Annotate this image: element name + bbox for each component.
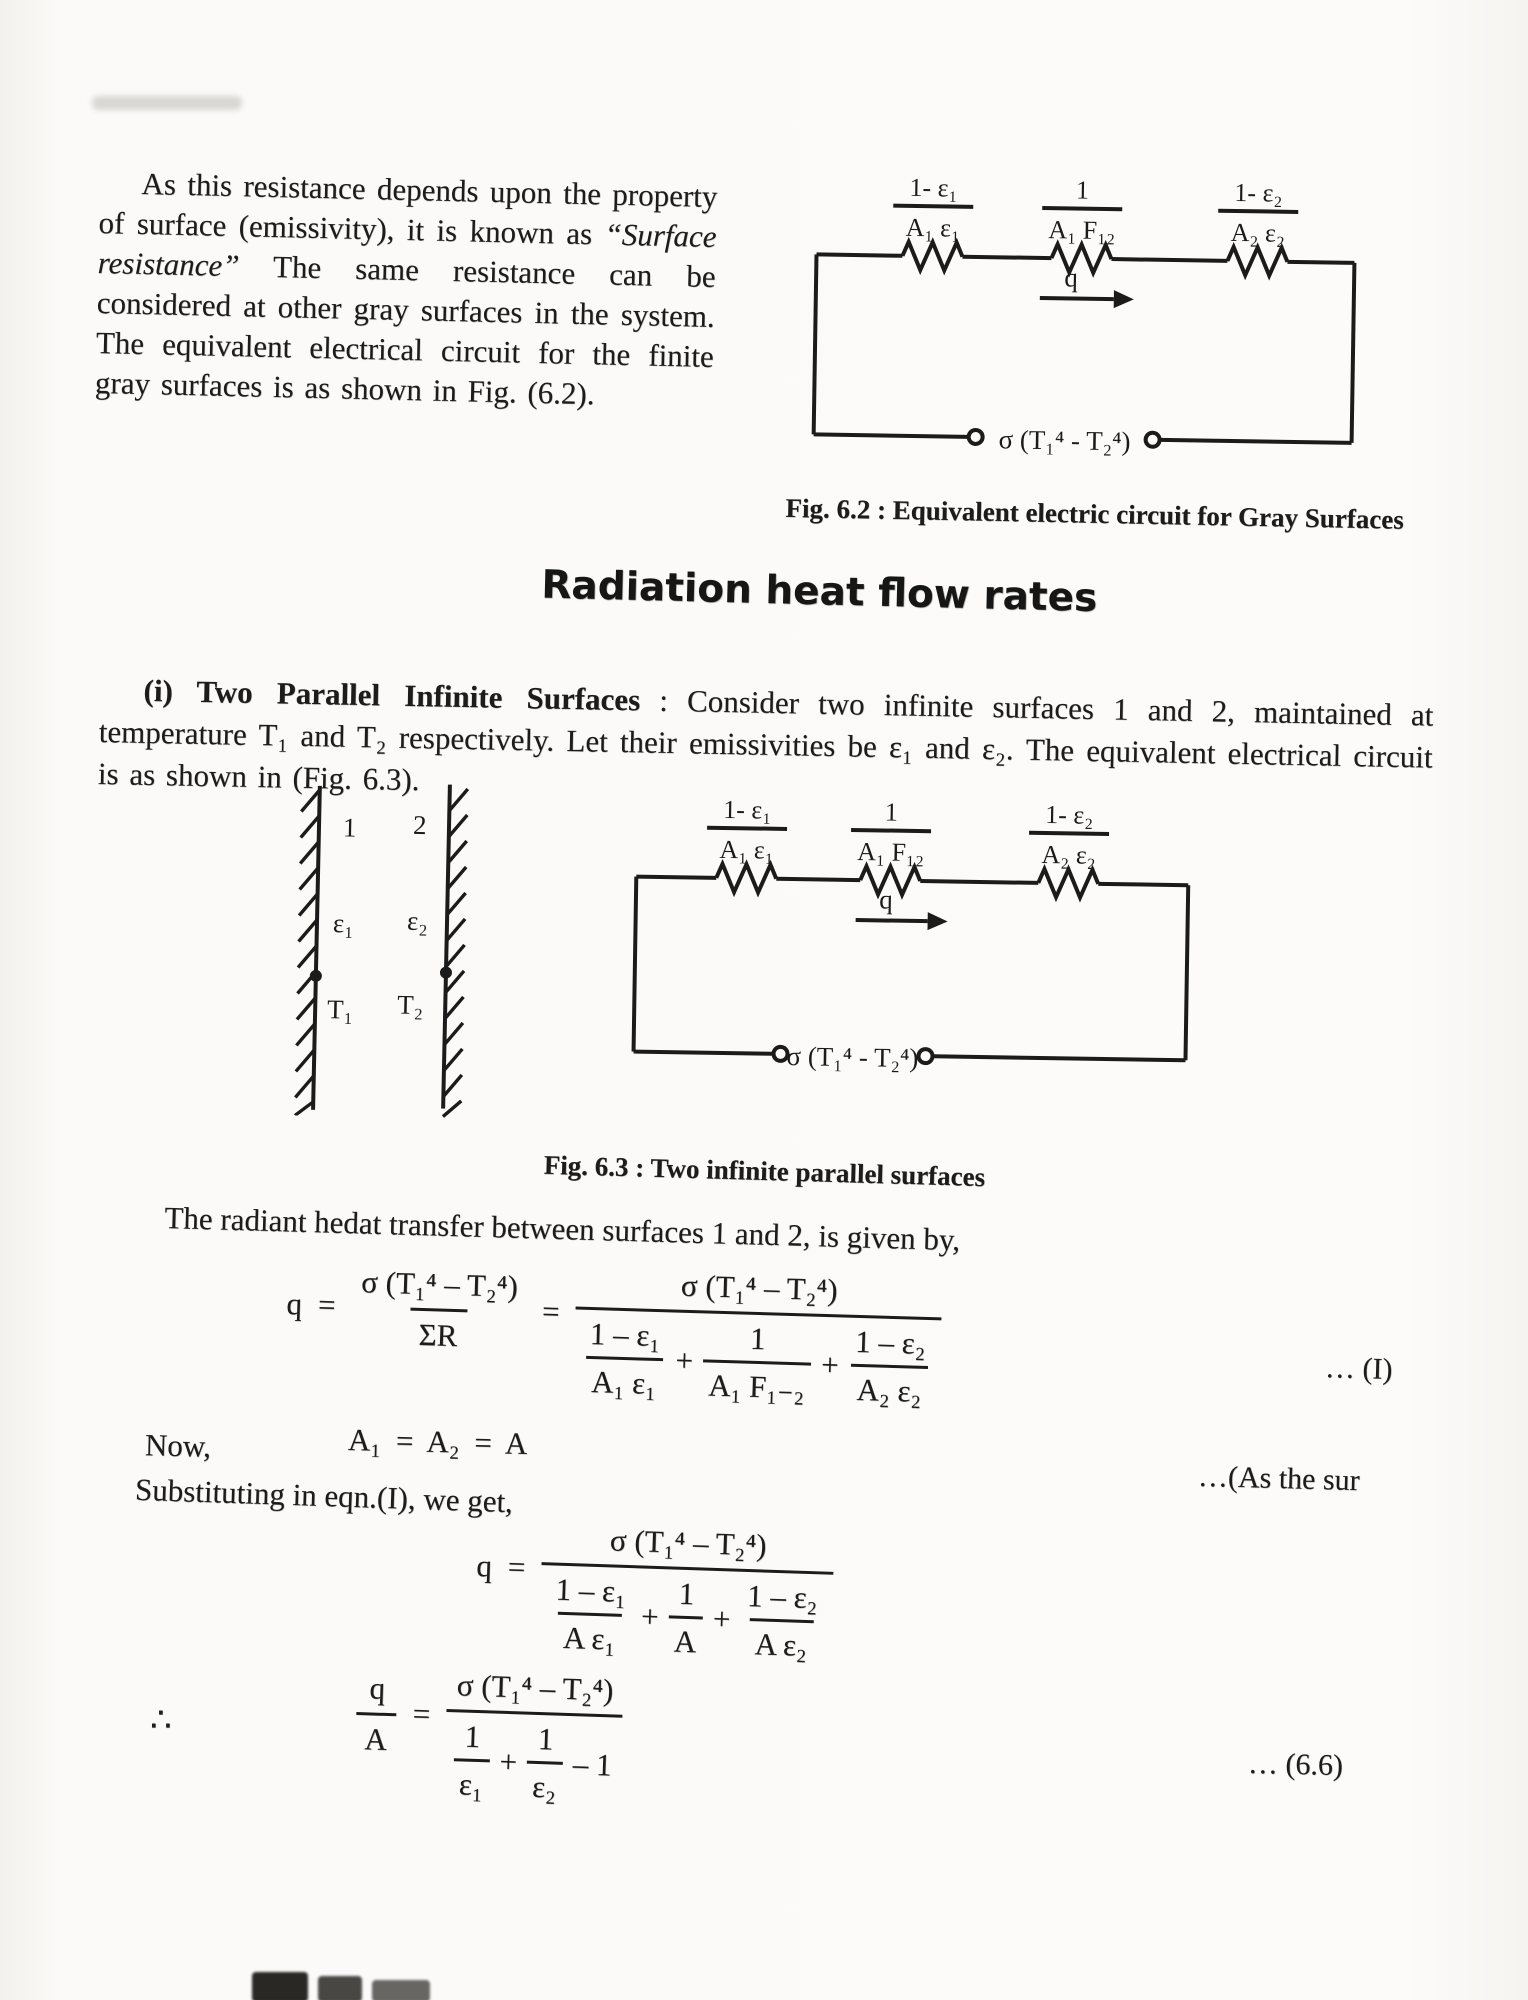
equation-1: [284, 1256, 943, 1410]
eq1-d3-den: A₂ ε₂: [850, 1364, 928, 1410]
wall2-node-dot: [440, 966, 452, 978]
eq1-den-frac2: [702, 1319, 813, 1406]
intro-paragraph: [95, 163, 718, 417]
equation-1-tag: … (I): [1324, 1351, 1393, 1386]
resistor1-label-den: A₁ ε₁: [719, 834, 775, 865]
resistor2-fraction-bar: [851, 830, 931, 831]
section-heading: Radiation heat flow rates: [540, 562, 1098, 622]
paragraph-lead-bold: (i) Two Parallel Infinite Surfaces: [143, 672, 641, 718]
eq1-lhs: q: [286, 1285, 303, 1322]
eq2-lhs: q: [475, 1547, 493, 1584]
eq1-plus-2: +: [820, 1346, 840, 1383]
resistor1-zigzag-icon: [716, 864, 776, 893]
eq3-lhs-q-over-A: [355, 1670, 398, 1758]
wall2-line: [443, 785, 450, 1109]
resistor3-label-num: 1- ε₂: [1234, 177, 1283, 208]
eq3-main-fraction: [443, 1667, 623, 1808]
eq3-lhs-den: A: [355, 1712, 397, 1758]
eq2-den-frac1: [547, 1571, 632, 1658]
therefore-symbol: ∴: [150, 1702, 172, 1739]
resistor3-label-den: A₂ ε₂: [1230, 217, 1286, 248]
eq3-d2-num: 1: [537, 1720, 555, 1757]
flow-label: q: [1064, 262, 1079, 293]
eq2-equals: =: [507, 1549, 526, 1585]
resistor1-label-num: 1- ε₁: [723, 794, 772, 825]
intro-text-2: The same resistance can be considered at other gray surfaces in the system. The equivalent electrical circuit for the finite gray surfaces is as shown in Fig. (6.2).: [94, 248, 716, 412]
eq3-numerator: σ (T₁⁴ – T₂⁴): [456, 1667, 614, 1708]
wall1-emissivity-label: ε₁: [332, 908, 355, 939]
walls-svg: [223, 778, 530, 1120]
figure-6-3-caption: Fig. 6.3 : Two infinite parallel surfaces: [543, 1149, 986, 1193]
heat-flow-arrow: [856, 920, 928, 921]
eq1-equals-2: =: [541, 1293, 561, 1330]
wall2-temperature-label: T₂: [396, 989, 424, 1021]
figure-6-2: [785, 158, 1370, 479]
eq1-d1-den: A₁ ε₁: [585, 1356, 663, 1402]
eq2-d2-den: A: [667, 1616, 703, 1661]
resistor2-label-den: A₁ F₁₂: [857, 837, 925, 868]
resistor3-zigzag-icon: [1227, 247, 1287, 276]
now-label: Now,: [144, 1427, 212, 1464]
eq1-f1-denominator: ΣR: [409, 1307, 467, 1353]
resistor3-label-den: A₂ ε₂: [1041, 839, 1097, 870]
wall1-temperature-label: T₁: [326, 994, 354, 1025]
side-wires: [814, 254, 1355, 442]
resistor1-zigzag-icon: [902, 242, 962, 271]
eq1-fraction-sigma-over-sumR: [350, 1264, 527, 1355]
eq2-d3-den: A ε₂: [748, 1618, 814, 1664]
resistor3-fraction-bar: [1218, 211, 1298, 212]
eq2-plus-2: +: [712, 1600, 732, 1637]
resistor2-label-num: 1: [1075, 175, 1090, 205]
terminal-right-icon: [1146, 433, 1160, 447]
eq2-plus-1: +: [640, 1598, 660, 1634]
scan-blot-bottom-3: [372, 1980, 430, 2000]
emf-label: σ (T₁⁴ - T₂⁴): [786, 1040, 919, 1074]
circuit-6-3-svg: [595, 768, 1220, 1090]
scan-blot-bottom-2: [318, 1976, 362, 2000]
wall1-number-label: 1: [342, 812, 357, 843]
side-wires: [634, 877, 1189, 1061]
side-note-cutoff: …(As the sur: [1197, 1459, 1361, 1498]
intro-text-italic: “Surface resistance”: [97, 216, 717, 284]
eq1-main-fraction: [573, 1265, 943, 1411]
eq3-plus: +: [498, 1743, 518, 1780]
heat-flow-arrowhead-icon: [1114, 290, 1134, 308]
eq1-den-frac1: [582, 1315, 667, 1402]
figure-6-2-caption: Fig. 6.2 : Equivalent electric circuit for Gray Surfaces: [785, 492, 1405, 535]
eq1-main-numerator: σ (T₁⁴ – T₂⁴): [680, 1267, 839, 1308]
heat-flow-arrowhead-icon: [927, 912, 947, 930]
eq3-den-frac1: [452, 1718, 491, 1803]
eq3-d1-den: ε₁: [452, 1759, 489, 1804]
resistor1-fraction-bar: [707, 828, 787, 829]
eq3-d1-num: 1: [464, 1718, 481, 1754]
eq2-denominator: [538, 1562, 833, 1665]
flow-label: q: [878, 884, 893, 915]
wall2-number-label: 2: [412, 809, 427, 841]
scan-blot-bottom-1: [252, 1972, 308, 2000]
emf-label: σ (T₁⁴ - T₂⁴): [998, 424, 1131, 457]
eq3-equals: =: [412, 1695, 431, 1732]
resistor3-label-num: 1- ε₂: [1045, 800, 1094, 830]
eq1-main-denominator: [573, 1306, 941, 1410]
terminal-left-icon: [969, 430, 983, 444]
eq2-den-frac3: [739, 1577, 824, 1664]
resistor2-fraction-bar: [1042, 208, 1122, 209]
scan-smudge-top: [92, 96, 242, 110]
lead-in-sentence: The radiant hedat transfer between surfaces 1 and 2, is given by,: [164, 1200, 961, 1258]
resistor1-label-den: A₁ ε₁: [905, 212, 961, 243]
eq2-d2-num: 1: [678, 1575, 695, 1611]
resistor3-fraction-bar: [1029, 833, 1109, 834]
eq3-minus-one: – 1: [572, 1746, 613, 1783]
resistor2-zigzag-icon: [1051, 244, 1111, 273]
eq1-den-frac3: [847, 1323, 932, 1410]
heat-flow-arrow: [1040, 298, 1114, 299]
equation-2: [474, 1518, 835, 1665]
figure-6-3-walls: [223, 778, 530, 1120]
eq1-d2-num: 1: [749, 1320, 767, 1356]
eq3-d2-den: ε₂: [526, 1761, 563, 1806]
eq3-denominator: [443, 1709, 622, 1808]
eq1-d1-num: 1 – ε₁: [589, 1315, 661, 1353]
eq2-d1-den: A ε₁: [556, 1612, 622, 1658]
circuit-6-2-svg: [785, 158, 1370, 479]
equation-3-tag: … (6.6): [1247, 1746, 1344, 1783]
resistor1-fraction-bar: [893, 206, 973, 207]
eq2-d1-num: 1 – ε₁: [555, 1571, 627, 1609]
top-wire: [636, 877, 1188, 886]
eq2-den-frac2: [667, 1575, 704, 1660]
eq3-den-frac2: [526, 1720, 565, 1805]
eq1-plus-1: +: [675, 1342, 694, 1379]
eq3-lhs-num: q: [369, 1670, 386, 1706]
eq2-numerator: σ (T₁⁴ – T₂⁴): [609, 1522, 768, 1563]
wall2-emissivity-label: ε₂: [406, 905, 429, 937]
eq1-d3-num: 1 – ε₂: [854, 1323, 927, 1361]
eq1-f1-numerator: σ (T₁⁴ – T₂⁴): [360, 1264, 519, 1304]
figure-6-3-circuit: [595, 768, 1220, 1090]
eq1-equals-1: =: [317, 1286, 337, 1323]
resistor1-label-num: 1- ε₁: [909, 172, 958, 203]
eq1-d2-den: A₁ F₁₋₂: [702, 1360, 811, 1407]
wall1-node-dot: [310, 970, 322, 982]
intro-text-1: As this resistance depends upon the property of surface (emissivity), it is known as: [98, 165, 718, 252]
area-equality-expression: A₁ = A₂ = A: [347, 1421, 528, 1462]
substituting-line: Substituting in eqn.(I), we get,: [134, 1471, 514, 1520]
resistor3-zigzag-icon: [1038, 869, 1098, 898]
terminal-right-icon: [918, 1049, 932, 1063]
eq2-d3-num: 1 – ε₂: [746, 1577, 819, 1615]
resistor2-label-den: A₁ F₁₂: [1048, 215, 1116, 246]
eq2-main-fraction: [538, 1520, 834, 1665]
resistor2-label-num: 1: [884, 797, 899, 827]
paragraph-rest: : Consider two infinite surfaces 1 and 2, maintained at temperature T₁ and T₂ respectively. Let their emissivities be ε₁ and ε₂. The equivalent electrical circuit is as shown in (Fig. 6.3).: [97, 682, 1434, 798]
equation-3: [354, 1664, 624, 1808]
